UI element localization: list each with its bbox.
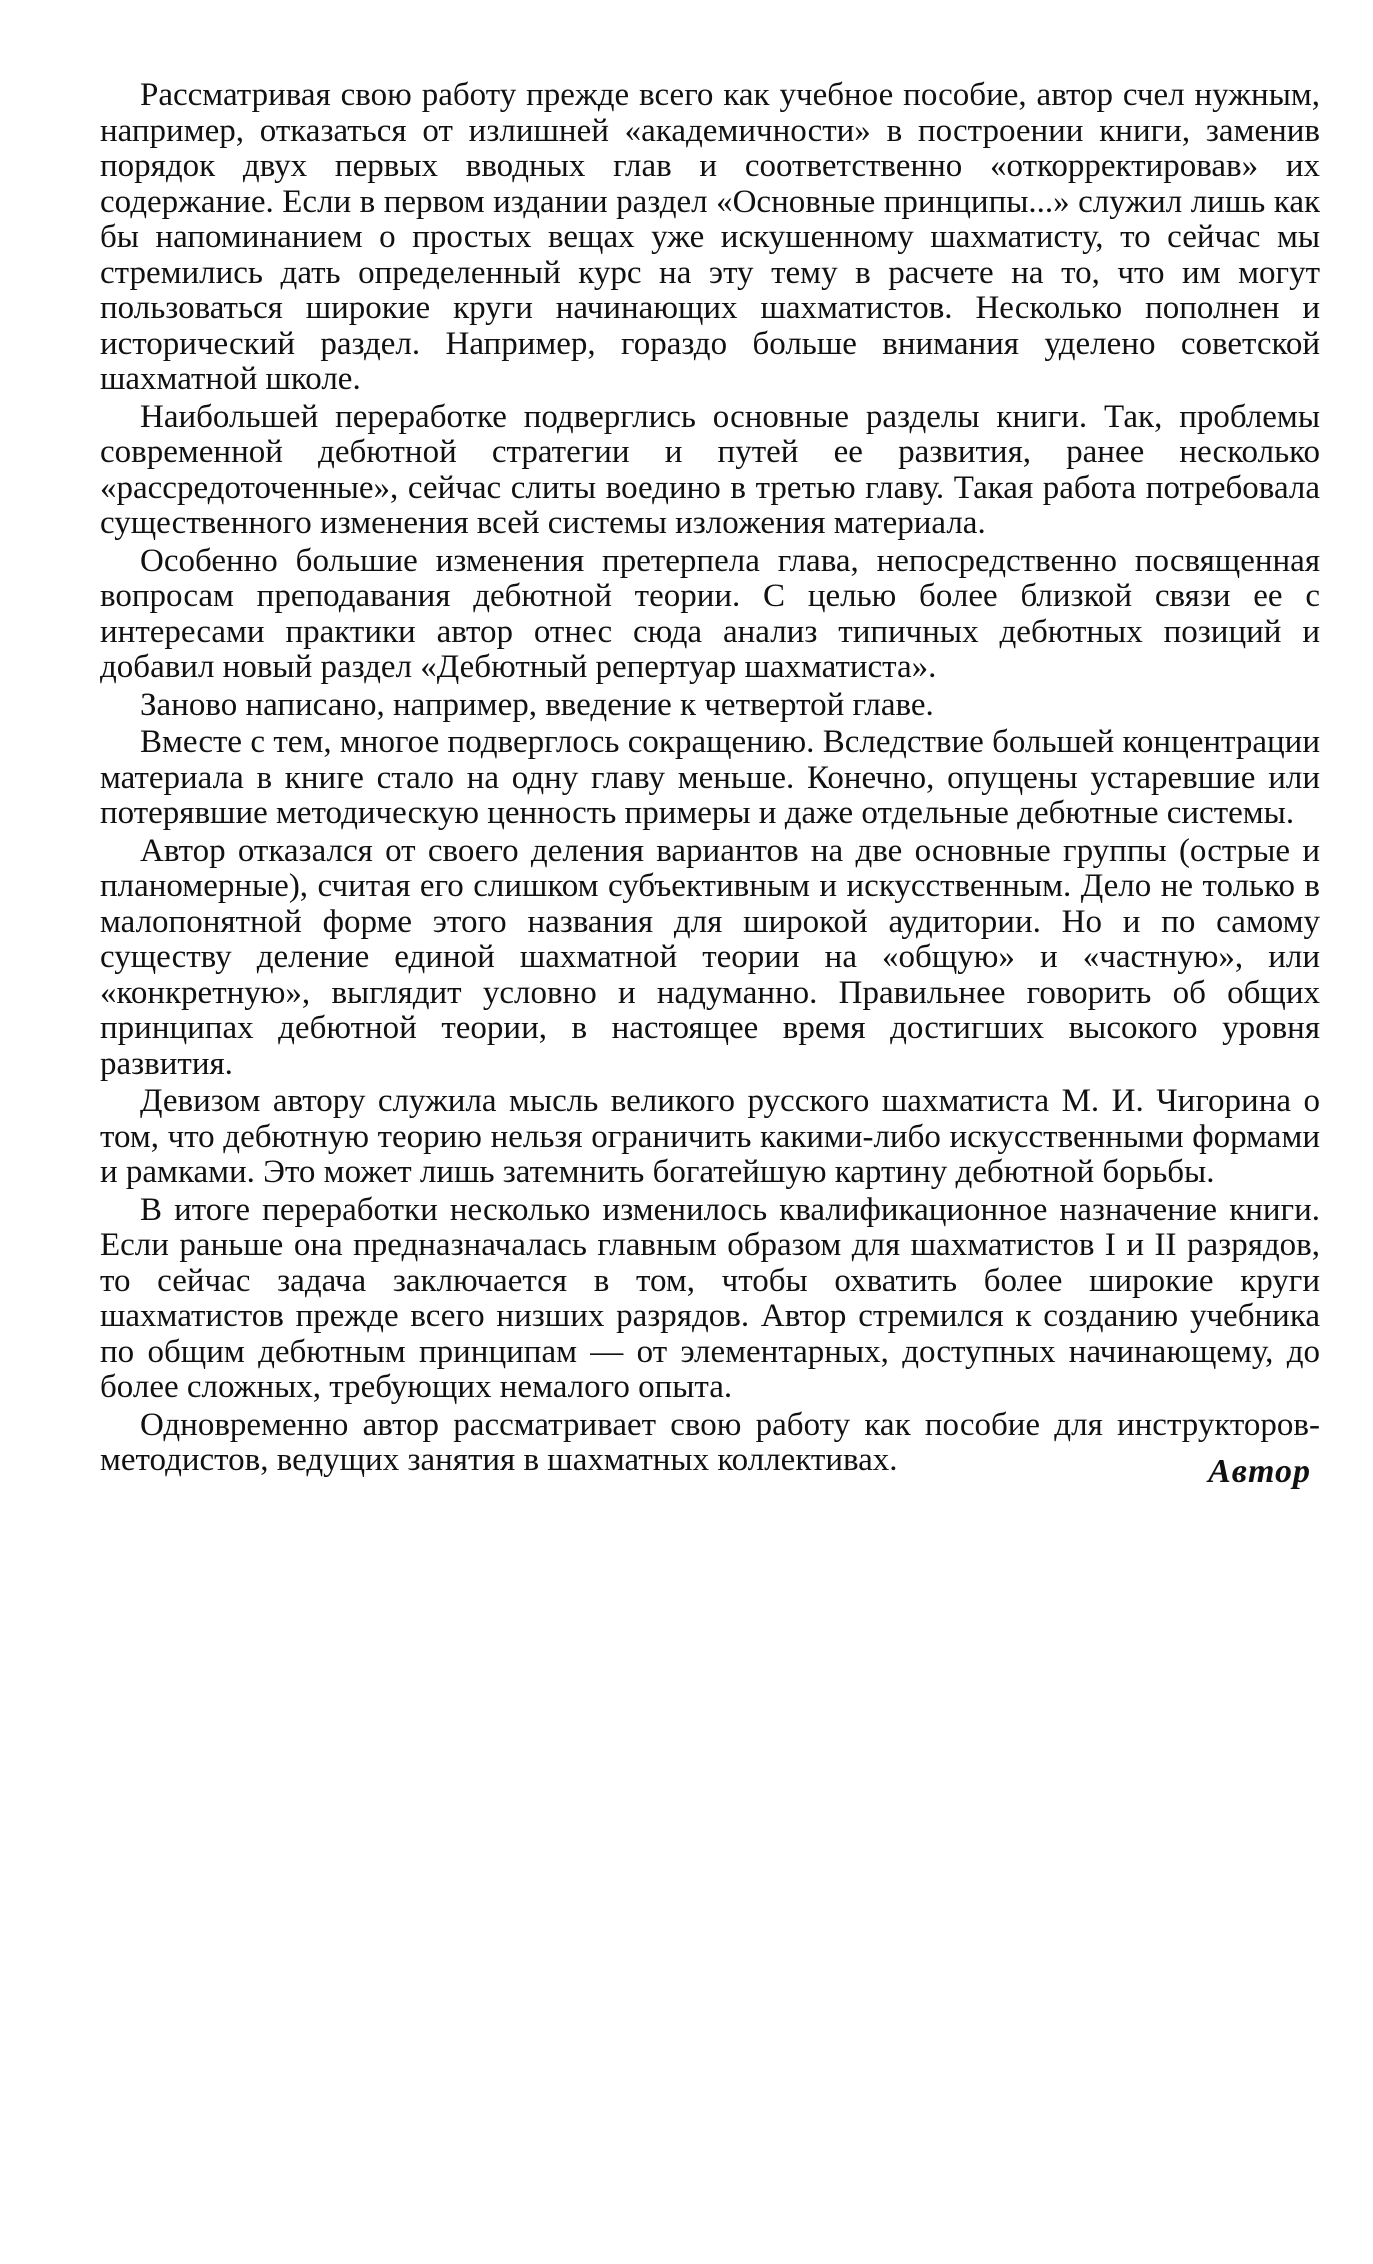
paragraph-7: Девизом автору служила мысль великого русского шахматиста М. И. Чигорина о том, что дебютную теорию нельзя ограничить какими-либо искусственными формами и рамками. Это может лишь затемнить богатейшую картину дебютной борьбы.	[100, 1083, 1320, 1190]
document-body	[100, 78, 1320, 1479]
paragraph-1: Рассматривая свою работу прежде всего как учебное пособие, автор счел нужным, например, отказаться от излишней «академичности» в построении книги, заменив порядок двух первых вводных глав и соответственно «откорректировав» их содержание. Если в первом издании раздел «Основные принципы...» служил лишь как бы напоминанием о простых вещах уже искушенному шахматисту, то сейчас мы стремились дать определенный курс на эту тему в расчете на то, что им могут пользоваться широкие круги начинающих шахматистов. Несколько пополнен и исторический раздел. Например, гораздо больше внимания уделено советской шахматной школе.	[100, 77, 1320, 397]
paragraph-8: В итоге переработки несколько изменилось квалификационное назначение книги. Если раньше она предназначалась главным образом для шахматистов I и II разрядов, то сейчас задача заключается в том, чтобы охватить более широкие круги шахматистов прежде всего низших разрядов. Автор стремился к созданию учебника по общим дебютным принципам — от элементарных, доступных начинающему, до более сложных, требующих немалого опыта.	[100, 1191, 1320, 1405]
paragraph-5: Вместе с тем, многое подверглось сокращению. Вследствие большей концентрации материала в книге стало на одну главу меньше. Конечно, опущены устаревшие или потерявшие методическую ценность примеры и даже отдельные дебютные системы.	[100, 724, 1320, 831]
paragraph-2: Наибольшей переработке подверглись основные разделы книги. Так, проблемы современной дебютной стратегии и путей ее развития, ранее несколько «рассредоточенные», сейчас слиты воедино в третью главу. Такая работа потребовала существенного изменения всей системы изложения материала.	[100, 398, 1320, 541]
paragraph-4: Заново написано, например, введение к четвертой главе.	[140, 686, 934, 723]
paragraph-3: Особенно большие изменения претерпела глава, непосредственно посвященная вопросам преподавания дебютной теории. С целью более близкой связи ее с интересами практики автор отнес сюда анализ типичных дебютных позиций и добавил новый раздел «Дебютный репертуар шахматиста».	[100, 542, 1320, 685]
paragraph-6: Автор отказался от своего деления вариантов на две основные группы (острые и планомерные), считая его слишком субъективным и искусственным. Дело не только в малопонятной форме этого названия для широкой аудитории. Но и по самому существу деление единой шахматной теории на «общую» и «частную», или «конкретную», выглядит условно и надуманно. Правильнее говорить об общих принципах дебютной теории, в настоящее время достигших высокого уровня развития.	[100, 832, 1320, 1082]
author-signature: Автор	[1208, 1453, 1311, 1490]
paragraph-9: Одновременно автор рассматривает свою работу как пособие для инструкторов-методистов, ведущих занятия в шахматных коллективах.	[100, 1406, 1320, 1478]
